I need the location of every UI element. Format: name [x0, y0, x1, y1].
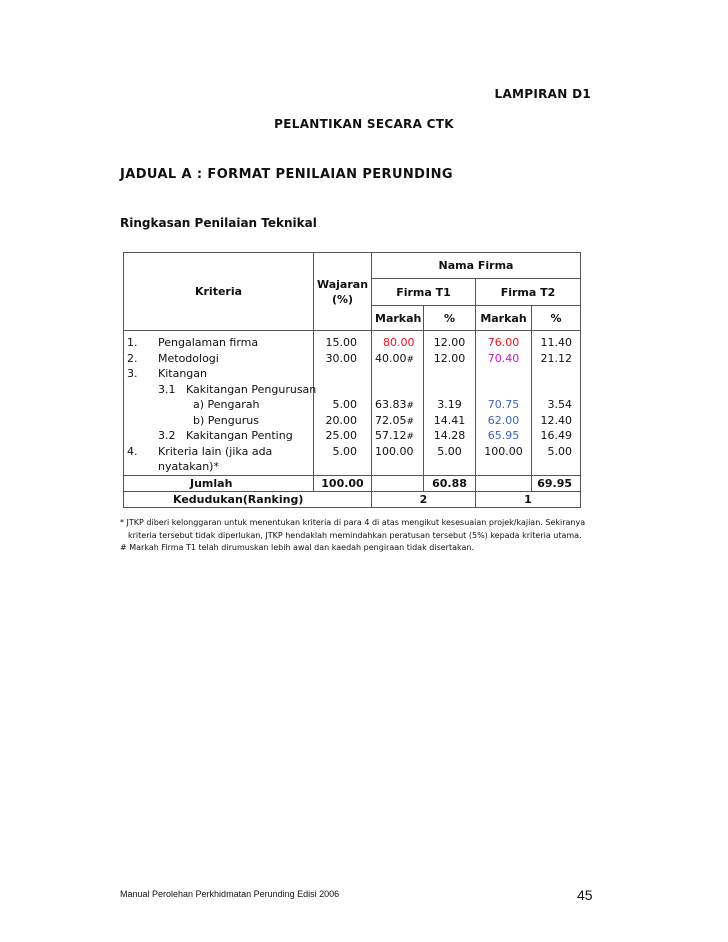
t2-markah-value: 65.95: [487, 429, 520, 442]
row-number: 1.: [127, 336, 138, 349]
kriteria-header-cell: [124, 253, 314, 331]
t2-markah-value: 62.00: [487, 413, 520, 427]
table-title: JADUAL A : FORMAT PENILAIAN PERUNDING: [120, 167, 453, 182]
t1-pct-value: 14.28: [433, 429, 466, 442]
t1-pct-value: 14.41: [433, 413, 466, 427]
criteria-label: 3.2 Kakitangan Penting: [158, 429, 293, 442]
wajaran-value: 20.00: [325, 413, 357, 427]
t2-markah-column: [476, 331, 532, 476]
t1-markah-header: Markah: [372, 306, 424, 331]
wajaran-column: [314, 331, 372, 476]
wajaran-value: 5.00: [332, 444, 357, 458]
footnote-hash: # Markah Firma T1 telah dirumuskan lebih awal dan kaedah pengiraan tidak disertakan.: [120, 543, 474, 552]
criteria-label: Pengalaman firma: [158, 336, 259, 349]
firma-t2-header: Firma T2: [476, 279, 581, 306]
footnotes: [120, 517, 600, 555]
jumlah-t2-markah-empty: [476, 475, 532, 491]
t2-pct-column: [532, 331, 581, 476]
page-title: PELANTIKAN SECARA CTK: [274, 117, 454, 131]
firma-t1-header: Firma T1: [372, 279, 476, 306]
wajaran-value: 25.00: [325, 429, 357, 442]
t1-pct-value: 3.19: [437, 398, 462, 411]
t2-pct-value: 12.40: [540, 413, 572, 427]
criteria-column: [124, 331, 317, 476]
t1-pct-value: 12.00: [433, 336, 466, 349]
jumlah-wajaran: 100.00: [314, 475, 372, 491]
wajaran-value: [317, 382, 357, 398]
criteria-label: b) Pengurus: [193, 413, 259, 427]
t1-pct-header: %: [424, 306, 476, 331]
jumlah-t1-markah-empty: [372, 475, 424, 491]
jumlah-t1: 60.88: [424, 475, 476, 491]
criteria-label: 3.1 Kakitangan Pengurusan: [158, 382, 317, 396]
t1-markah-value: 40.00: [375, 351, 407, 365]
t1-markah-column: [372, 331, 424, 476]
t1-markah-value: 57.12: [375, 429, 407, 442]
criteria-label: Metodologi: [158, 351, 219, 365]
jumlah-t2: 69.95: [532, 475, 581, 491]
row-number: 2.: [127, 351, 138, 365]
wajaran-header: Wajaran: [317, 277, 369, 291]
page-number: 45: [577, 887, 593, 903]
kedudukan-t1: 2: [372, 491, 476, 507]
wajaran-header-cell: [314, 253, 372, 331]
t2-markah-value: 76.00: [487, 336, 520, 349]
t1-markah-value: 80.00: [383, 336, 415, 349]
criteria-label: nyatakan)*: [158, 460, 219, 473]
evaluation-table: [123, 252, 581, 508]
kedudukan-label: Kedudukan(Ranking): [124, 491, 372, 507]
footer-manual: Manual Perolehan Perkhidmatan Perunding Edisi 2006: [120, 889, 340, 899]
footnote-star-cont: kriteria tersebut tidak diperlukan, JTKP hendaklah memindahkan peratusan tersebut (5%) kepada kriteria utama.: [128, 530, 582, 540]
wajaran-value: 5.00: [332, 398, 357, 411]
t2-pct-value: 5.00: [547, 444, 572, 458]
t1-hash-mark: #: [406, 416, 415, 427]
t1-pct-value: 5.00: [437, 444, 462, 458]
t2-pct-header: %: [532, 306, 581, 331]
wajaran-value: 15.00: [325, 336, 357, 349]
jumlah-label: Jumlah: [124, 475, 314, 491]
t2-markah-value: 100.00: [484, 444, 523, 458]
t2-pct-value: 11.40: [540, 336, 572, 349]
criteria-label: a) Pengarah: [193, 398, 260, 411]
kriteria-header: Kriteria: [194, 285, 243, 298]
t2-pct-value: 3.54: [547, 398, 572, 411]
criteria-label: Kitangan: [158, 367, 207, 380]
t2-pct-value: 21.12: [540, 351, 572, 365]
nama-firma-header: Nama Firma: [372, 253, 581, 279]
wajaran-unit: (%): [331, 292, 354, 306]
appendix-label: LAMPIRAN D1: [494, 87, 591, 101]
t2-pct-value: 16.49: [540, 429, 572, 442]
t1-markah-value: 72.05: [375, 413, 407, 427]
t2-markah-value: 70.75: [487, 398, 520, 411]
wajaran-value: [317, 459, 357, 475]
t1-hash-mark: #: [406, 432, 415, 442]
wajaran-value: 30.00: [325, 351, 357, 365]
footnote-star: * JTKP diberi kelonggaran untuk menentukan kriteria di para 4 di atas mengikut kesesuaian projek/kajian. Sekiranya: [120, 518, 586, 527]
kedudukan-t2: 1: [476, 491, 581, 507]
criteria-label: Kriteria lain (jika ada: [158, 444, 273, 458]
t1-markah-value: 63.83: [375, 398, 407, 411]
t1-hash-mark: #: [406, 354, 415, 365]
t2-markah-header: Markah: [476, 306, 532, 331]
t2-markah-value: 70.40: [487, 351, 520, 365]
row-number: 3.: [127, 367, 138, 380]
wajaran-value: [317, 366, 357, 382]
t1-pct-value: 12.00: [433, 351, 466, 365]
row-number: 4.: [127, 444, 138, 458]
t1-pct-column: [424, 331, 476, 476]
t1-markah-value: 100.00: [375, 444, 414, 458]
t1-hash-mark: #: [406, 401, 415, 411]
section-title: Ringkasan Penilaian Teknikal: [120, 216, 317, 230]
